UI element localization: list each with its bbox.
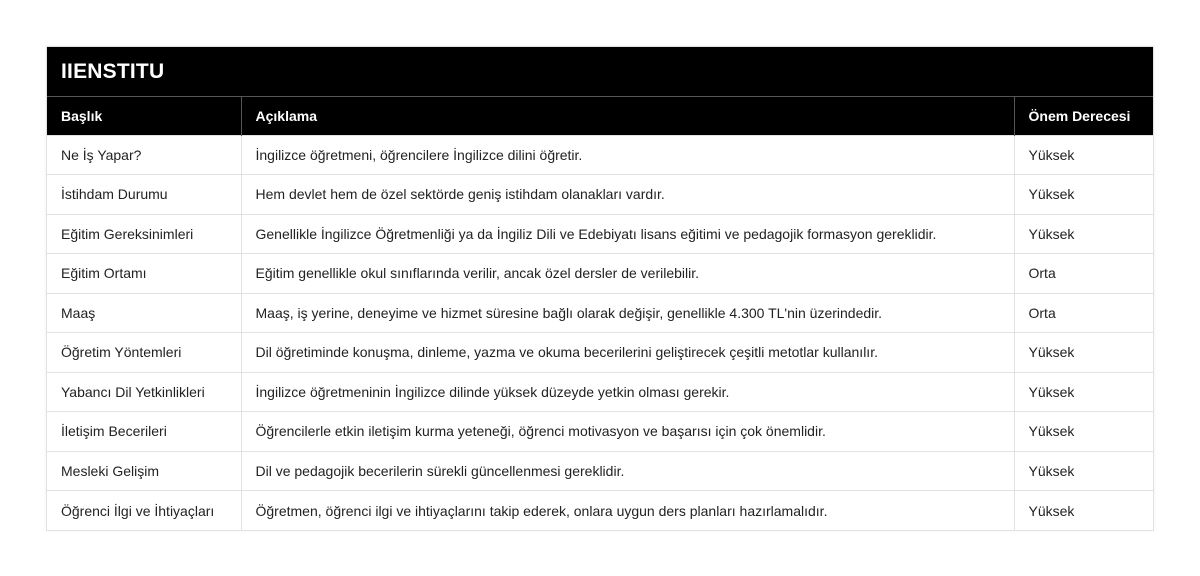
cell-description: Hem devlet hem de özel sektörde geniş istihdam olanakları vardır.	[241, 175, 1014, 215]
cell-description: Öğretmen, öğrenci ilgi ve ihtiyaçlarını takip ederek, onlara uygun ders planları hazırlamalıdır.	[241, 491, 1014, 531]
cell-title: Öğretim Yöntemleri	[47, 333, 241, 373]
cell-description: Öğrencilerle etkin iletişim kurma yeteneği, öğrenci motivasyon ve başarısı için çok önemlidir.	[241, 412, 1014, 452]
table-row	[47, 214, 1153, 254]
brand-title: IIENSTITU	[47, 47, 1153, 97]
table-row	[47, 175, 1153, 215]
cell-importance: Yüksek	[1014, 451, 1153, 491]
cell-description: Dil ve pedagojik becerilerin sürekli güncellenmesi gereklidir.	[241, 451, 1014, 491]
cell-description: Dil öğretiminde konuşma, dinleme, yazma ve okuma becerilerini geliştirecek çeşitli metotlar kullanılır.	[241, 333, 1014, 373]
cell-importance: Orta	[1014, 254, 1153, 294]
cell-importance: Yüksek	[1014, 135, 1153, 175]
cell-importance: Yüksek	[1014, 491, 1153, 531]
cell-importance: Yüksek	[1014, 412, 1153, 452]
cell-title: Ne İş Yapar?	[47, 135, 241, 175]
cell-description: İngilizce öğretmeni, öğrencilere İngilizce dilini öğretir.	[241, 135, 1014, 175]
table-row	[47, 451, 1153, 491]
column-header-title: Başlık	[47, 97, 241, 135]
cell-importance: Yüksek	[1014, 372, 1153, 412]
cell-title: Mesleki Gelişim	[47, 451, 241, 491]
column-header-description: Açıklama	[241, 97, 1014, 135]
cell-importance: Orta	[1014, 293, 1153, 333]
table-row	[47, 293, 1153, 333]
table-row	[47, 135, 1153, 175]
cell-importance: Yüksek	[1014, 214, 1153, 254]
cell-description: Genellikle İngilizce Öğretmenliği ya da İngiliz Dili ve Edebiyatı lisans eğitimi ve pedagojik formasyon gereklidir.	[241, 214, 1014, 254]
info-table-card	[46, 46, 1154, 531]
cell-title: Yabancı Dil Yetkinlikleri	[47, 372, 241, 412]
cell-importance: Yüksek	[1014, 175, 1153, 215]
table-row	[47, 333, 1153, 373]
table-body	[47, 135, 1153, 530]
cell-title: İstihdam Durumu	[47, 175, 241, 215]
cell-description: Eğitim genellikle okul sınıflarında verilir, ancak özel dersler de verilebilir.	[241, 254, 1014, 294]
table-row	[47, 254, 1153, 294]
table-header-row	[47, 97, 1153, 135]
cell-title: Eğitim Ortamı	[47, 254, 241, 294]
table-row	[47, 372, 1153, 412]
cell-title: Maaş	[47, 293, 241, 333]
table-row	[47, 412, 1153, 452]
cell-title: Öğrenci İlgi ve İhtiyaçları	[47, 491, 241, 531]
cell-title: İletişim Becerileri	[47, 412, 241, 452]
cell-description: Maaş, iş yerine, deneyime ve hizmet süresine bağlı olarak değişir, genellikle 4.300 TL'nin üzerindedir.	[241, 293, 1014, 333]
table-row	[47, 491, 1153, 531]
column-header-importance: Önem Derecesi	[1014, 97, 1153, 135]
cell-description: İngilizce öğretmeninin İngilizce dilinde yüksek düzeyde yetkin olması gerekir.	[241, 372, 1014, 412]
cell-importance: Yüksek	[1014, 333, 1153, 373]
info-table	[47, 97, 1153, 530]
cell-title: Eğitim Gereksinimleri	[47, 214, 241, 254]
